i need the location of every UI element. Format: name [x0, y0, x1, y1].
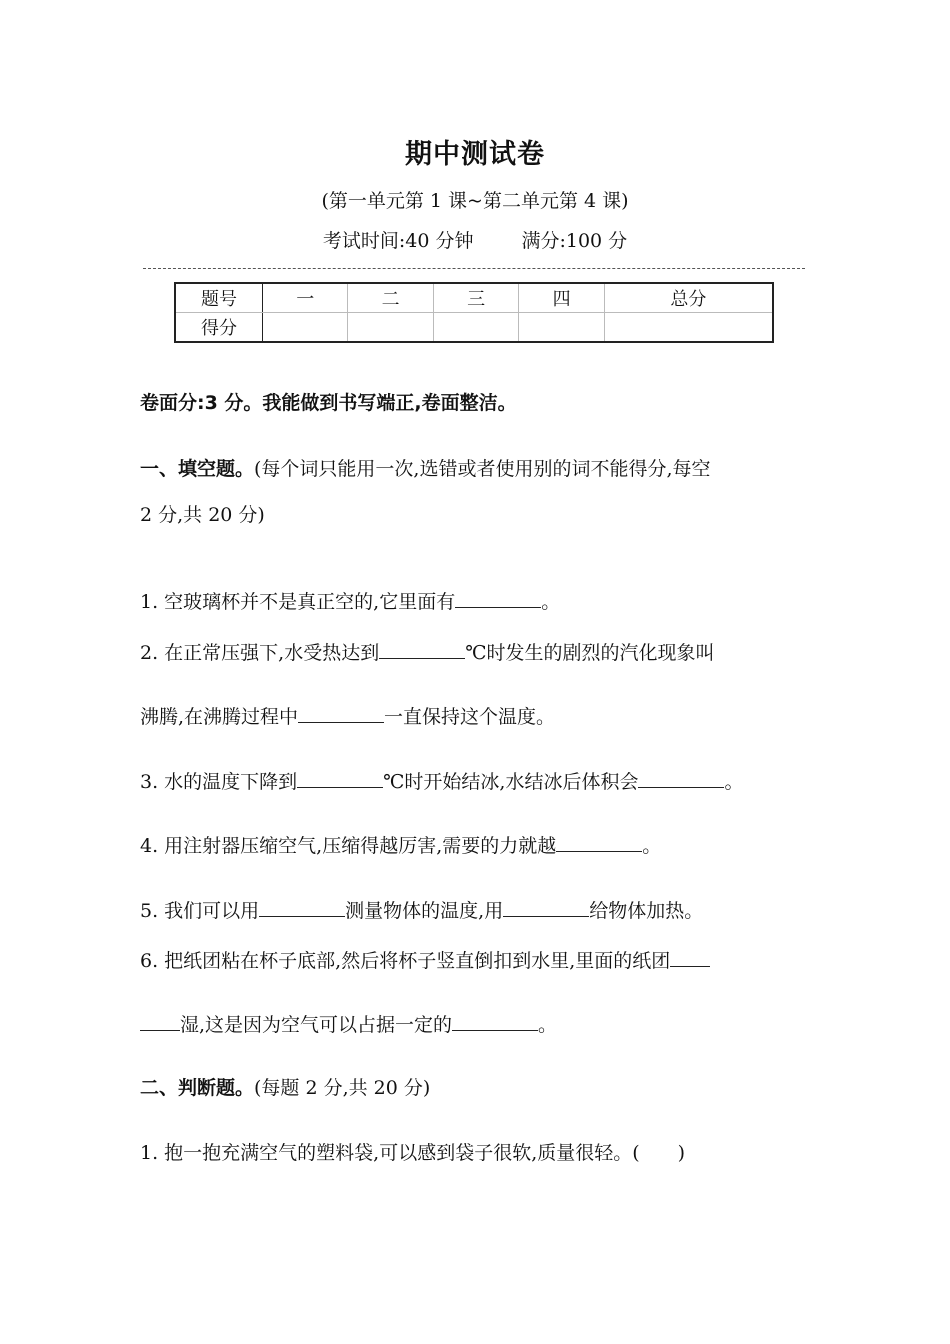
question-1-4 [140, 831, 661, 858]
score-table-cell: 题号 [175, 283, 263, 313]
question-text: 4. 用注射器压缩空气,压缩得越厉害,需要的力就越 [140, 835, 557, 857]
answer-blank[interactable] [670, 948, 710, 967]
question-text: 湿,这是因为空气可以占据一定的 [180, 1014, 453, 1036]
question-text: 1. 抱一抱充满空气的塑料袋,可以感到袋子很软,质量很轻。 [140, 1142, 633, 1164]
score-cell-1[interactable] [263, 313, 348, 343]
section2-header [140, 1073, 430, 1100]
question-1-6-cont [140, 1010, 557, 1037]
question-text: 5. 我们可以用 [140, 900, 260, 922]
score-table-cell: 得分 [175, 313, 263, 343]
answer-bracket[interactable]: ( ) [632, 1142, 686, 1164]
question-text: 给物体加热。 [589, 900, 704, 922]
score-table-cell: 二 [348, 283, 433, 313]
question-1-2 [140, 638, 714, 665]
question-text: 3. 水的温度下降到 [140, 771, 298, 793]
score-cell-4[interactable] [519, 313, 604, 343]
answer-blank[interactable] [503, 898, 589, 917]
section2-heading: 二、判断题。 [140, 1077, 255, 1099]
question-text: 6. 把纸团粘在杯子底部,然后将杯子竖直倒扣到水里,里面的纸团 [140, 950, 671, 972]
question-text: 2. 在正常压强下,水受热达到 [140, 642, 380, 664]
section1-header [140, 454, 711, 481]
dashed-divider [143, 268, 805, 269]
section1-heading: 一、填空题。 [140, 458, 255, 480]
presentation-note: 卷面分:3 分。我能做到书写端正,卷面整洁。 [140, 392, 517, 414]
score-table-header-row [175, 283, 773, 313]
score-table-cell: 三 [433, 283, 518, 313]
question-text: 沸腾,在沸腾过程中 [140, 706, 299, 728]
answer-blank[interactable] [455, 589, 541, 608]
answer-blank[interactable] [297, 769, 383, 788]
question-text: ℃时发生的剧烈的汽化现象叫 [465, 642, 715, 664]
score-table-score-row [175, 313, 773, 343]
exam-full-score: 满分:100 分 [521, 230, 628, 252]
answer-blank[interactable] [452, 1012, 538, 1031]
answer-blank[interactable] [556, 833, 642, 852]
score-table-cell: 总分 [604, 283, 773, 313]
score-table [174, 282, 774, 343]
question-text: 。 [724, 771, 744, 793]
question-text: 。 [538, 1014, 558, 1036]
answer-blank[interactable] [298, 704, 384, 723]
question-2-1 [140, 1138, 685, 1165]
page-title: 期中测试卷 [405, 139, 545, 170]
question-text: ℃时开始结冰,水结冰后体积会 [383, 771, 639, 793]
answer-blank[interactable] [638, 769, 724, 788]
score-table-cell: 一 [263, 283, 348, 313]
answer-blank[interactable] [379, 640, 465, 659]
question-text: 。 [642, 835, 662, 857]
exam-time: 考试时间:40 分钟 [322, 230, 474, 252]
section2-instructions: (每题 2 分,共 20 分) [254, 1077, 431, 1099]
question-1-1 [140, 587, 560, 614]
section1-instructions-cont: 2 分,共 20 分) [140, 504, 265, 526]
question-text: 一直保持这个温度。 [384, 706, 556, 728]
question-text: 测量物体的温度,用 [345, 900, 504, 922]
score-table-cell: 四 [519, 283, 604, 313]
score-cell-3[interactable] [433, 313, 518, 343]
question-text: 1. 空玻璃杯并不是真正空的,它里面有 [140, 591, 456, 613]
question-1-2-cont [140, 702, 555, 729]
question-1-5 [140, 896, 703, 923]
exam-info [0, 226, 950, 253]
question-text: 。 [541, 591, 561, 613]
exam-scope: (第一单元第 1 课~第二单元第 4 课) [321, 190, 629, 212]
answer-blank[interactable] [259, 898, 345, 917]
question-1-6 [140, 946, 710, 973]
score-cell-total[interactable] [604, 313, 773, 343]
section1-instructions: (每个词只能用一次,选错或者使用别的词不能得分,每空 [254, 458, 711, 480]
score-cell-2[interactable] [348, 313, 433, 343]
question-1-3 [140, 767, 743, 794]
answer-blank[interactable] [140, 1012, 180, 1031]
